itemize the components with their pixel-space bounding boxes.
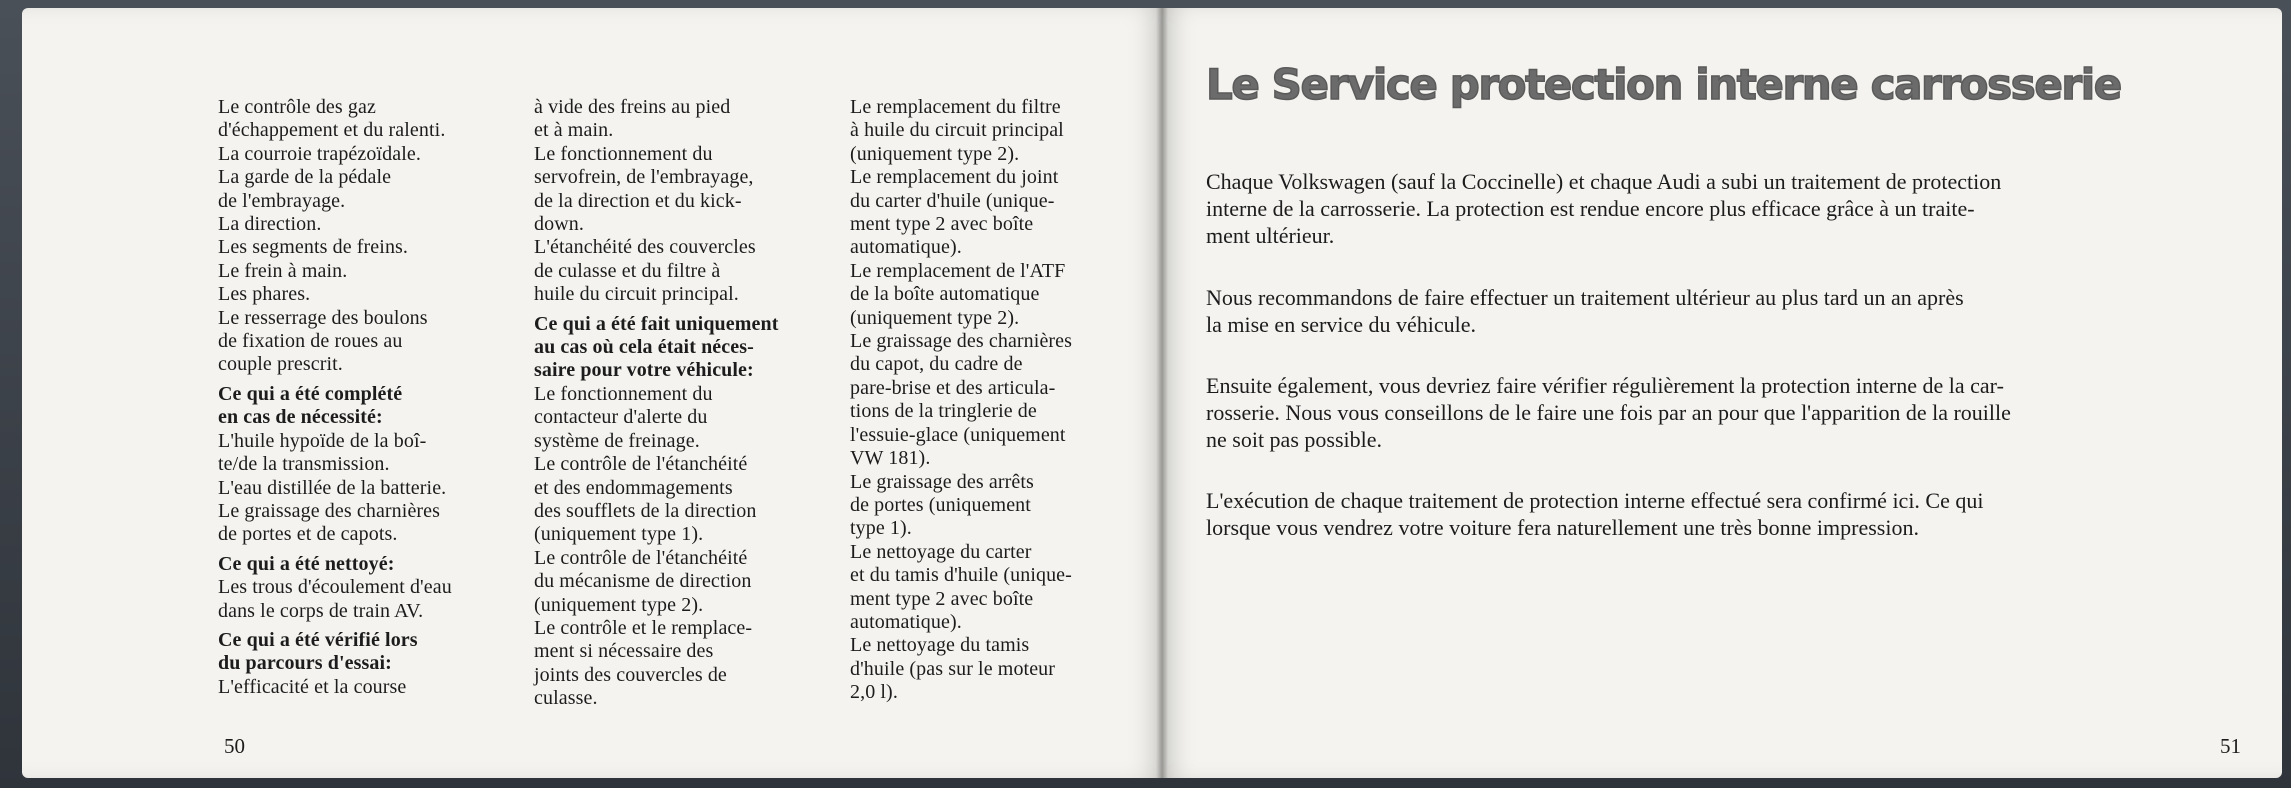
text-line: (uniquement type 2). xyxy=(850,306,1020,329)
text-line: de la boîte automatique xyxy=(850,283,1040,306)
text-line: joints des couvercles de xyxy=(534,663,727,686)
paragraph-line: rosserie. Nous vous conseillons de le faire une fois par an pour que l'apparition de la rouille xyxy=(1206,400,2011,425)
section-heading-line: au cas où cela était néces- xyxy=(534,336,754,359)
text-line: du mécanisme de direction xyxy=(534,570,752,593)
paragraph-line: interne de la carrosserie. La protection est rendue encore plus efficace grâce à un traite- xyxy=(1206,196,1975,221)
paragraph-line: ment ultérieur. xyxy=(1206,223,1335,248)
right-page xyxy=(1162,8,2282,778)
text-line: tions de la tringlerie de xyxy=(850,400,1037,423)
text-line: Le frein à main. xyxy=(218,259,348,282)
text-line: Le nettoyage du carter xyxy=(850,540,1032,563)
text-line: et des endommagements xyxy=(534,476,733,499)
paragraph-line: ne soit pas possible. xyxy=(1206,427,1382,452)
text-line: de la direction et du kick- xyxy=(534,189,742,212)
left-page xyxy=(22,8,1162,778)
text-line: VW 181). xyxy=(850,447,931,470)
text-line: automatique). xyxy=(850,236,962,259)
text-line: L'étanchéité des couvercles xyxy=(534,236,756,259)
text-line: Le contrôle de l'étanchéité xyxy=(534,453,748,476)
text-line: de culasse et du filtre à xyxy=(534,259,721,282)
text-line: dans le corps de train AV. xyxy=(218,599,424,622)
text-line: contacteur d'alerte du xyxy=(534,406,708,429)
text-line: (uniquement type 1). xyxy=(534,523,704,546)
text-line: des soufflets de la direction xyxy=(534,499,757,522)
section-heading-line: Ce qui a été nettoyé: xyxy=(218,552,395,575)
text-line: du carter d'huile (unique- xyxy=(850,189,1055,212)
text-line: Les phares. xyxy=(218,283,311,306)
text-line: à vide des freins au pied xyxy=(534,96,731,118)
text-line: La courroie trapézoïdale. xyxy=(218,142,421,165)
book-gutter xyxy=(1156,8,1168,778)
text-line: La direction. xyxy=(218,213,322,236)
page-number-left: 50 xyxy=(224,734,245,758)
section-heading-line: Ce qui a été complété xyxy=(218,382,403,405)
paragraph-line: Chaque Volkswagen (sauf la Coccinelle) et chaque Audi a subi un traitement de protection xyxy=(1206,169,2002,194)
text-line: Le nettoyage du tamis xyxy=(850,634,1030,657)
text-line: servofrein, de l'embrayage, xyxy=(534,166,754,189)
text-line: L'huile hypoïde de la boî- xyxy=(218,429,427,452)
text-line: huile du circuit principal. xyxy=(534,283,739,306)
text-line: ment si nécessaire des xyxy=(534,640,714,663)
text-line: Le contrôle de l'étanchéité xyxy=(534,546,748,569)
text-line: du capot, du cadre de xyxy=(850,353,1023,376)
section-heading-line: saire pour votre véhicule: xyxy=(534,359,754,382)
text-line: couple prescrit. xyxy=(218,353,343,376)
section-heading-line: Ce qui a été vérifié lors xyxy=(218,628,418,651)
text-line: automatique). xyxy=(850,610,962,633)
text-line: de l'embrayage. xyxy=(218,189,346,212)
text-line: l'essuie-glace (uniquement xyxy=(850,423,1066,446)
text-line: (uniquement type 2). xyxy=(850,142,1020,165)
page-number-right: 51 xyxy=(2220,734,2241,758)
text-line: Le contrôle des gaz xyxy=(218,96,376,118)
text-line: système de freinage. xyxy=(534,429,700,452)
text-line: et à main. xyxy=(534,119,614,142)
page-title: Le Service protection interne carrosserie xyxy=(1206,60,2121,109)
text-column-2 xyxy=(534,96,834,711)
text-line: Les trous d'écoulement d'eau xyxy=(218,576,452,599)
paragraph-3 xyxy=(1206,372,2011,453)
text-line: La garde de la pédale xyxy=(218,166,392,189)
text-line: (uniquement type 2). xyxy=(534,593,704,616)
paragraph-4 xyxy=(1206,487,1984,541)
text-line: L'eau distillée de la batterie. xyxy=(218,476,447,499)
text-line: pare-brise et des articula- xyxy=(850,376,1056,399)
paragraph-line: lorsque vous vendrez votre voiture fera naturellement une très bonne impression. xyxy=(1206,515,1919,540)
text-line: te/de la transmission. xyxy=(218,453,390,476)
text-line: Le fonctionnement du xyxy=(534,142,713,165)
text-line: de portes et de capots. xyxy=(218,523,398,546)
paragraph-line: Nous recommandons de faire effectuer un traitement ultérieur au plus tard un an après xyxy=(1206,285,1964,310)
section-heading-line: du parcours d'essai: xyxy=(218,652,392,675)
text-line: Le resserrage des boulons xyxy=(218,306,428,329)
text-line: d'huile (pas sur le moteur xyxy=(850,657,1056,680)
text-line: Le remplacement du joint xyxy=(850,166,1059,189)
text-line: et du tamis d'huile (unique- xyxy=(850,564,1072,587)
text-line: de fixation de roues au xyxy=(218,330,403,353)
paragraph-1 xyxy=(1206,168,2001,249)
paragraph-line: Ensuite également, vous devriez faire vérifier régulièrement la protection interne de la car- xyxy=(1206,373,2004,398)
text-line: Le graissage des charnières xyxy=(850,330,1073,353)
text-line: ment type 2 avec boîte xyxy=(850,587,1034,610)
text-line: Le fonctionnement du xyxy=(534,382,713,405)
text-line: L'efficacité et la course xyxy=(218,675,407,698)
text-line: à huile du circuit principal xyxy=(850,119,1064,142)
text-line: type 1). xyxy=(850,517,912,540)
text-column-1 xyxy=(218,96,518,699)
text-line: d'échappement et du ralenti. xyxy=(218,119,446,142)
paragraph-line: L'exécution de chaque traitement de protection interne effectué sera confirmé ici. Ce qui xyxy=(1206,488,1984,513)
text-line: Le remplacement de l'ATF xyxy=(850,259,1066,282)
paragraph-line: la mise en service du véhicule. xyxy=(1206,312,1477,337)
text-line: ment type 2 avec boîte xyxy=(850,213,1034,236)
text-line: Les segments de freins. xyxy=(218,236,409,259)
text-line: 2,0 l). xyxy=(850,681,898,704)
section-heading-line: en cas de nécessité: xyxy=(218,406,383,429)
paragraph-2 xyxy=(1206,284,1964,338)
text-line: Le graissage des arrêts xyxy=(850,470,1034,493)
text-line: culasse. xyxy=(534,687,598,710)
section-heading-line: Ce qui a été fait uniquement xyxy=(534,312,779,335)
text-line: Le graissage des charnières xyxy=(218,499,441,522)
text-column-3 xyxy=(850,96,1150,705)
text-line: de portes (uniquement xyxy=(850,493,1031,516)
text-line: Le remplacement du filtre xyxy=(850,96,1061,118)
text-line: down. xyxy=(534,213,584,236)
text-line: Le contrôle et le remplace- xyxy=(534,616,753,639)
